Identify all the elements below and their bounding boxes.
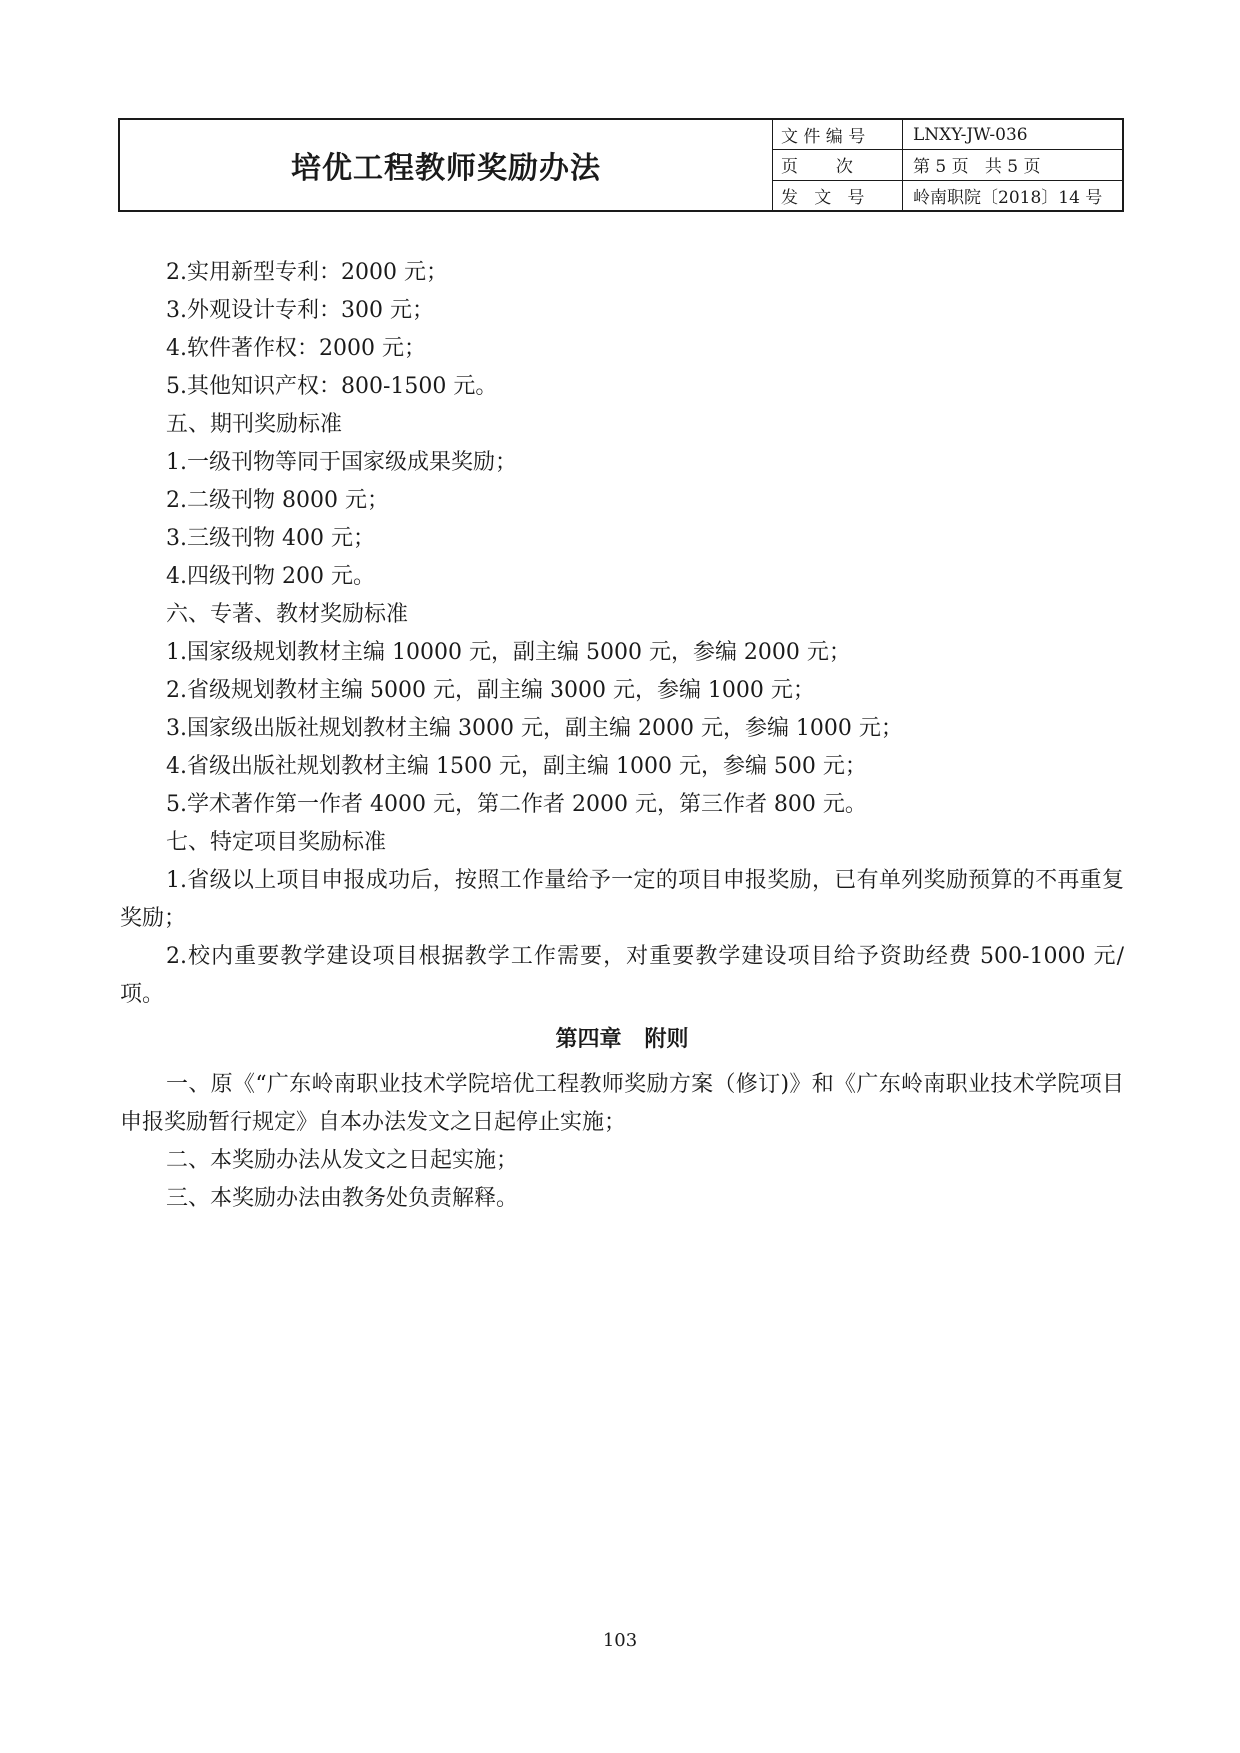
paragraph: 3.外观设计专利：300 元； bbox=[166, 298, 434, 323]
paragraph: 4.省级出版社规划教材主编 1500 元，副主编 1000 元，参编 500 元； bbox=[166, 754, 867, 779]
meta-row-issue-number bbox=[773, 181, 1122, 210]
paragraph: 2.校内重要教学建设项目根据教学工作需要，对重要教学建设项目给予资助经费 500-1000 元/项。 bbox=[120, 944, 1124, 1007]
section-heading: 五、期刊奖励标准 bbox=[166, 412, 343, 437]
paragraph: 2.实用新型专利：2000 元； bbox=[166, 260, 448, 285]
paragraph: 4.四级刊物 200 元。 bbox=[166, 564, 375, 589]
meta-row-page bbox=[773, 150, 1122, 180]
section-heading: 七、特定项目奖励标准 bbox=[166, 830, 387, 855]
document-meta bbox=[773, 120, 1122, 210]
meta-value: 岭南职院〔2018〕14 号 bbox=[913, 187, 1103, 208]
meta-label: 页 次 bbox=[773, 150, 903, 179]
paragraph: 1.国家级规划教材主编 10000 元，副主编 5000 元，参编 2000 元； bbox=[166, 640, 851, 665]
document-body bbox=[120, 254, 1124, 1218]
paragraph: 2.二级刊物 8000 元； bbox=[166, 488, 389, 513]
meta-value: 第 5 页 共 5 页 bbox=[913, 157, 1041, 178]
paragraph: 5.学术著作第一作者 4000 元，第二作者 2000 元，第三作者 800 元。 bbox=[166, 792, 867, 817]
paragraph: 一、原《“广东岭南职业技术学院培优工程教师奖励方案（修订)》和《广东岭南职业技术学院项目申报奖励暂行规定》自本办法发文之日起停止实施； bbox=[120, 1072, 1124, 1135]
paragraph: 二、本奖励办法从发文之日起实施； bbox=[166, 1148, 519, 1173]
chapter-heading: 第四章 附则 bbox=[555, 1027, 689, 1052]
meta-label: 发 文 号 bbox=[773, 181, 903, 210]
paragraph: 1.省级以上项目申报成功后，按照工作量给予一定的项目申报奖励，已有单列奖励预算的不再重复奖励； bbox=[120, 868, 1124, 931]
page-number: 103 bbox=[602, 1630, 638, 1651]
paragraph: 3.国家级出版社规划教材主编 3000 元，副主编 2000 元，参编 1000 元； bbox=[166, 716, 903, 741]
paragraph: 4.软件著作权：2000 元； bbox=[166, 336, 426, 361]
paragraph: 1.一级刊物等同于国家级成果奖励； bbox=[166, 450, 517, 475]
meta-label: 文 件 编 号 bbox=[773, 120, 903, 149]
document-title: 培优工程教师奖励办法 bbox=[120, 120, 773, 210]
paragraph: 5.其他知识产权：800-1500 元。 bbox=[166, 374, 498, 399]
paragraph: 3.三级刊物 400 元； bbox=[166, 526, 375, 551]
document-header-table bbox=[118, 118, 1124, 212]
paragraph: 2.省级规划教材主编 5000 元，副主编 3000 元，参编 1000 元； bbox=[166, 678, 815, 703]
meta-row-file-number bbox=[773, 120, 1122, 150]
section-heading: 六、专著、教材奖励标准 bbox=[166, 602, 409, 627]
paragraph: 三、本奖励办法由教务处负责解释。 bbox=[166, 1186, 519, 1211]
meta-value: LNXY-JW-036 bbox=[913, 124, 1028, 145]
